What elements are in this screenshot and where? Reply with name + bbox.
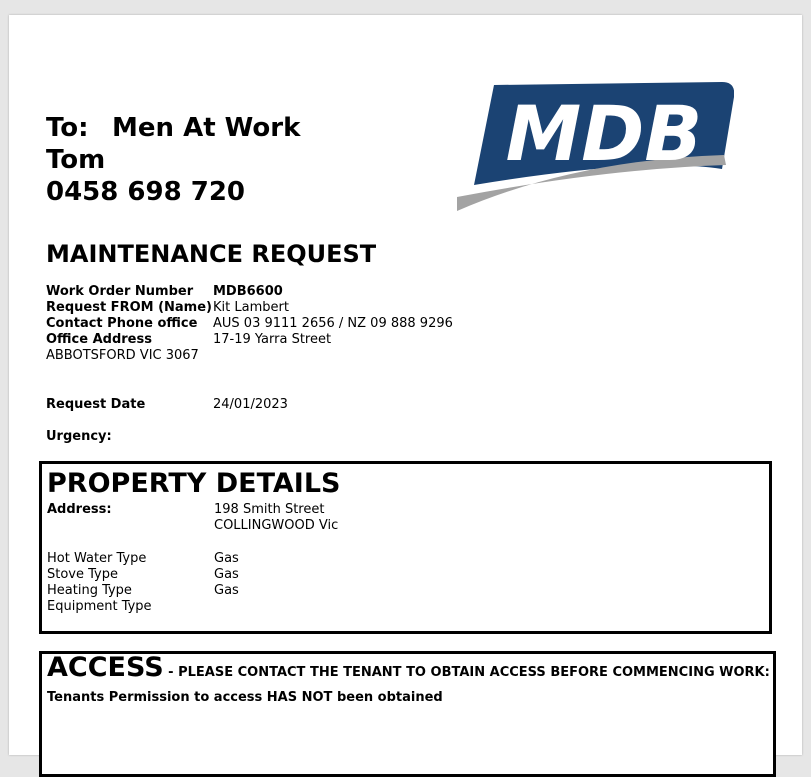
- work-order-value: MDB6600: [213, 284, 283, 299]
- stove-value: Gas: [214, 567, 239, 582]
- recipient-company: Men At Work: [112, 113, 301, 143]
- page-title: MAINTENANCE REQUEST: [46, 240, 377, 268]
- stove-label: Stove Type: [47, 567, 118, 582]
- office-address-line2: ABBOTSFORD VIC 3067: [46, 348, 199, 363]
- equipment-label: Equipment Type: [47, 599, 152, 614]
- recipient-phone: 0458 698 720: [46, 177, 246, 207]
- office-address-label: Office Address: [46, 332, 152, 347]
- request-date-value: 24/01/2023: [213, 397, 288, 412]
- property-address-label: Address:: [47, 502, 112, 517]
- access-heading: [47, 652, 770, 683]
- office-address-value: 17-19 Yarra Street: [213, 332, 332, 347]
- heating-value: Gas: [214, 583, 239, 598]
- access-box: [39, 651, 776, 777]
- recipient-block: [46, 112, 300, 208]
- urgency-label: Urgency:: [46, 429, 112, 444]
- property-address-line1: 198 Smith Street: [214, 502, 325, 517]
- document-page: [9, 15, 802, 755]
- heating-label: Heating Type: [47, 583, 132, 598]
- access-permission: Tenants Permission to access HAS NOT been obtained: [47, 690, 443, 705]
- contact-phone-value: AUS 03 9111 2656 / NZ 09 888 9296: [213, 316, 453, 331]
- property-details-box: [39, 461, 772, 634]
- access-title: ACCESS: [47, 652, 164, 683]
- request-from-label: Request FROM (Name): [46, 300, 212, 315]
- request-from-value: Kit Lambert: [213, 300, 289, 315]
- mdb-logo: [454, 77, 734, 213]
- contact-phone-label: Contact Phone office: [46, 316, 198, 331]
- property-details-title: PROPERTY DETAILS: [47, 468, 341, 499]
- work-order-label: Work Order Number: [46, 284, 194, 299]
- hot-water-value: Gas: [214, 551, 239, 566]
- access-instruction: - PLEASE CONTACT THE TENANT TO OBTAIN ACCESS BEFORE COMMENCING WORK:: [163, 665, 770, 680]
- recipient-contact: Tom: [46, 145, 106, 175]
- logo-text: MDB: [505, 89, 703, 178]
- hot-water-label: Hot Water Type: [47, 551, 147, 566]
- request-date-label: Request Date: [46, 397, 146, 412]
- property-address-line2: COLLINGWOOD Vic: [214, 518, 339, 533]
- to-label: To:: [46, 113, 89, 143]
